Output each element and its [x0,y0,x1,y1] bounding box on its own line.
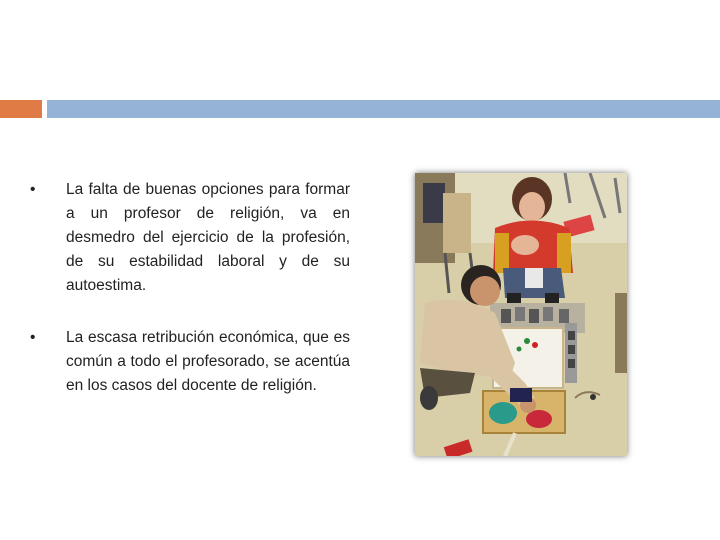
bullet-marker: • [30,181,36,198]
bullet-text: La escasa retribución económica, que es común a todo el profesorado, se acentúa en los casos del docente de religión. [66,329,350,394]
title-bar [47,100,720,118]
bullet-marker: • [30,329,36,346]
bullet-list [30,178,350,398]
bullet-item-2 [30,326,350,398]
bullet-text: La falta de buenas opciones para formar a un profesor de religión, va en desmedro del ejercicio de la profesión, de su estabilidad laboral y de su autoestima. [66,181,350,294]
accent-block [0,100,42,118]
classroom-photo [415,173,627,456]
classroom-illustration [415,173,627,456]
bullet-item-1 [30,178,350,298]
